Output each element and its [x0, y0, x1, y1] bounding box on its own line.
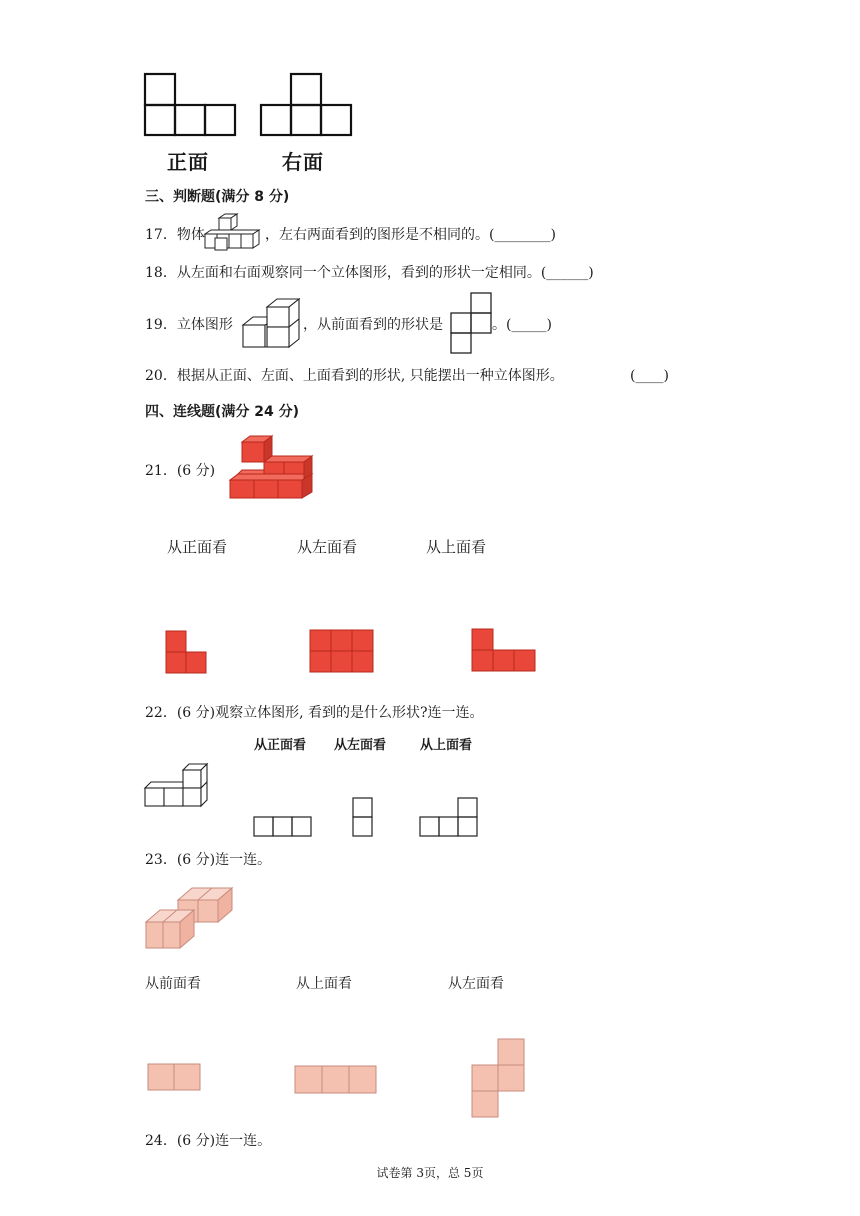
q23-text: 23．(6 分)连一连。	[145, 852, 272, 868]
q21-view-c	[471, 628, 537, 672]
q24-text: 24．(6 分)连一连。	[145, 1133, 272, 1149]
q19-view-figure	[450, 292, 494, 356]
q21-label-left: 从左面看	[297, 538, 358, 556]
front-view-label: 正面	[167, 150, 209, 174]
q19-cube-figure	[241, 297, 303, 351]
q23-view-c	[471, 1038, 527, 1120]
q21-label-front: 从正面看	[167, 538, 228, 556]
q21-view-a	[165, 630, 209, 674]
q22-label-front: 从正面看	[254, 738, 307, 753]
q21-view-b	[309, 629, 375, 673]
q22-solid-figure	[143, 762, 211, 810]
front-view-figure	[144, 73, 238, 137]
section-3-title: 三、判断题(满分 8 分)	[145, 189, 290, 205]
q22-view-c	[419, 797, 481, 839]
q17-suffix: ，左右两面看到的图形是不相同的。(________)	[265, 227, 556, 243]
q21-text: 21．(6 分)	[145, 463, 216, 479]
q20-blank[interactable]: (____)	[630, 368, 669, 384]
right-view-label: 右面	[282, 150, 324, 174]
q20-text: 20．根据从正面、左面、上面看到的形状, 只能摆出一种立体图形。	[145, 368, 564, 384]
q23-label-front: 从前面看	[145, 976, 201, 992]
q21-red-solid-figure	[228, 434, 318, 500]
q22-view-b	[352, 797, 374, 839]
q23-pink-solid-figure	[144, 886, 234, 952]
q22-text: 22．(6 分)观察立体图形, 看到的是什么形状?连一连。	[145, 705, 484, 721]
q22-label-left: 从左面看	[334, 738, 387, 753]
q19-middle: ，从前面看到的形状是	[303, 317, 443, 333]
q21-label-top: 从上面看	[426, 538, 487, 556]
q17-cube-figure	[203, 214, 265, 252]
q19-prefix: 19．立体图形	[145, 317, 233, 333]
q18-text: 18．从左面和右面观察同一个立体图形，看到的形状一定相同。(______)	[145, 265, 594, 281]
q23-view-a	[147, 1063, 203, 1093]
q23-view-b	[294, 1065, 378, 1095]
page-footer: 试卷第 3页，总 5页	[376, 1166, 484, 1180]
section-4-title: 四、连线题(满分 24 分)	[145, 404, 300, 420]
q22-label-top: 从上面看	[420, 738, 473, 753]
right-view-figure	[260, 73, 354, 137]
q22-view-a	[253, 816, 315, 838]
q19-suffix: 。(_____)	[492, 317, 552, 333]
q23-label-left: 从左面看	[448, 976, 504, 992]
q23-label-top: 从上面看	[296, 976, 352, 992]
q17-prefix: 17．物体	[145, 227, 205, 243]
